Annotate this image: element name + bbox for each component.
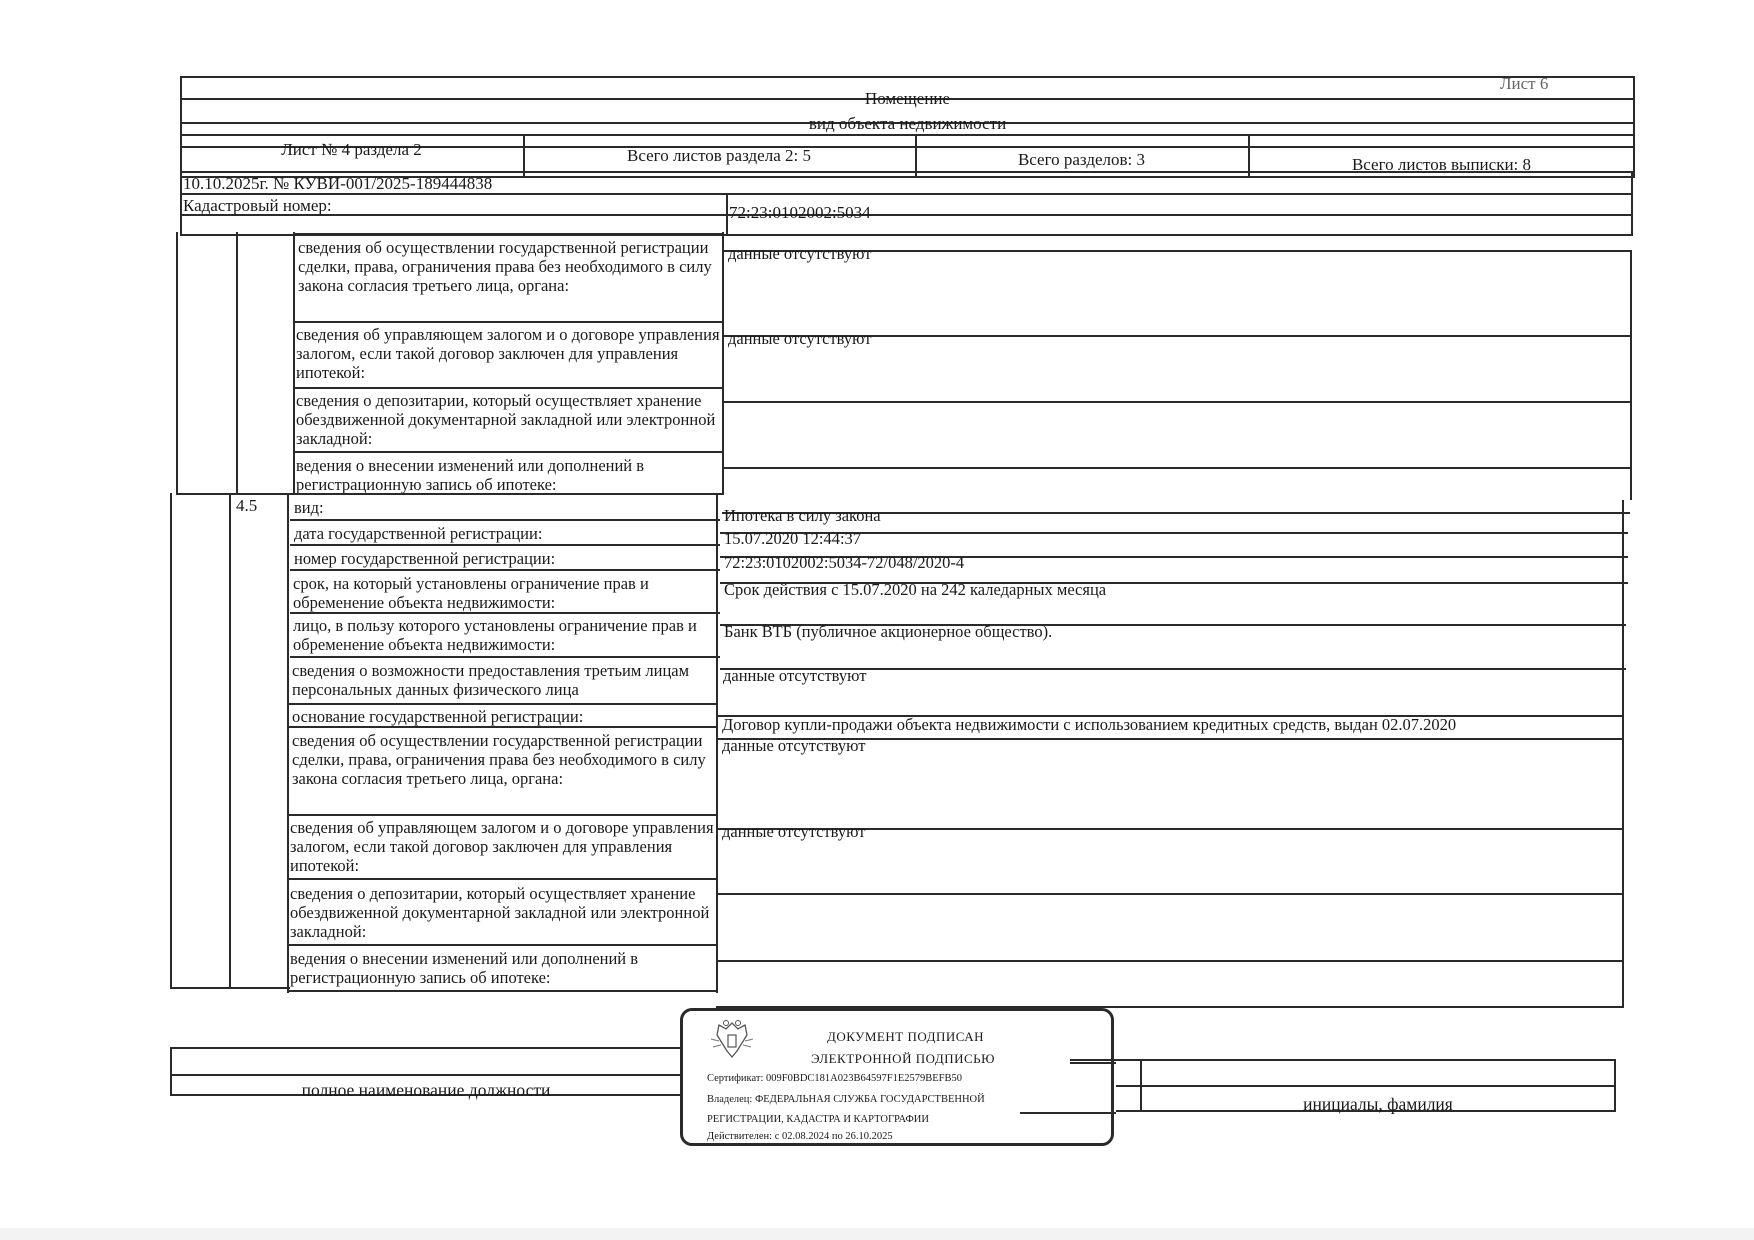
b45-row-4-label: срок, на который установлены ограничение прав и обременение объекта недвижимости: xyxy=(293,574,649,612)
total-extract-sheets: Всего листов выписки: 8 xyxy=(1351,155,1532,174)
block-number: 4.5 xyxy=(236,496,258,515)
stamp-owner-1: Владелец: ФЕДЕРАЛЬНАЯ СЛУЖБА ГОСУДАРСТВЕННОЙ xyxy=(707,1094,985,1105)
top-row-2-value: данные отсутствуют xyxy=(728,329,872,348)
total-section-sheets: Всего листов раздела 2: 5 xyxy=(627,146,811,165)
name-caption: инициалы, фамилия xyxy=(1303,1094,1453,1114)
b45-row-10-label: сведения о депозитарии, который осуществляет хранение обездвиженной документарной закладной или электронной закладной: xyxy=(290,884,710,941)
top-row-2-label: сведения об управляющем залогом и о договоре управления залогом, если такой договор заключен для управления ипотекой: xyxy=(296,325,720,382)
stamp-certificate: Сертификат: 009F0BDC181A023B64597F1E2579BEFB50 xyxy=(707,1073,963,1084)
object-type: Помещение xyxy=(864,89,951,108)
position-caption: полное наименование должности xyxy=(301,1080,551,1100)
b45-row-7-label: основание государственной регистрации: xyxy=(292,707,584,726)
stamp-title-2: ЭЛЕКТРОННОЙ ПОДПИСЬЮ xyxy=(811,1051,995,1066)
b45-row-3-label: номер государственной регистрации: xyxy=(294,549,556,568)
b45-row-9-label: сведения об управляющем залогом и о договоре управления залогом, если такой договор заключен для управления ипотекой: xyxy=(290,818,714,875)
scan-edge xyxy=(0,1228,1754,1240)
b45-row-6-value: данные отсутствуют xyxy=(723,666,867,685)
coat-of-arms-icon xyxy=(707,1017,757,1065)
b45-row-8-value: данные отсутствуют xyxy=(722,736,866,755)
sheet-in-section: Лист № 4 раздела 2 xyxy=(281,140,422,159)
top-row-1-value: данные отсутствуют xyxy=(728,244,872,263)
sheet-label: Лист 6 xyxy=(1500,74,1549,93)
b45-row-5-value: Банк ВТБ (публичное акционерное общество). xyxy=(724,622,1053,641)
cadastral-value: 72:23:0102002:5034 xyxy=(729,203,871,222)
b45-row-8-label: сведения об осуществлении государственной регистрации сделки, права, ограничения права без необходимого в силу закона согласия третьего лица, органа: xyxy=(292,731,706,788)
b45-row-7-value: Договор купли-продажи объекта недвижимости с использованием кредитных средств, выдан 02.07.2020 xyxy=(722,715,1457,734)
top-row-3-label: сведения о депозитарии, который осуществляет хранение обездвиженной документарной закладной или электронной закладной: xyxy=(296,391,716,448)
cadastral-label: Кадастровый номер: xyxy=(183,196,332,215)
stamp-owner-2: РЕГИСТРАЦИИ, КАДАСТРА И КАРТОГРАФИИ xyxy=(707,1114,929,1125)
total-sections: Всего разделов: 3 xyxy=(1017,150,1146,169)
b45-row-3-value: 72:23:0102002:5034-72/048/2020-4 xyxy=(724,553,965,572)
e-signature-stamp xyxy=(680,1008,1114,1146)
stamp-title-1: ДОКУМЕНТ ПОДПИСАН xyxy=(827,1029,985,1044)
b45-row-4-value: Срок действия с 15.07.2020 на 242 каледарных месяца xyxy=(724,580,1107,599)
stamp-validity: Действителен: с 02.08.2024 по 26.10.2025 xyxy=(707,1131,893,1142)
object-type-caption: вид объекта недвижимости xyxy=(808,114,1007,133)
b45-row-2-label: дата государственной регистрации: xyxy=(294,524,543,543)
top-row-1-label: сведения об осуществлении государственной регистрации сделки, права, ограничения права без необходимого в силу закона согласия третьего лица, органа: xyxy=(298,238,712,295)
top-row-4-label: ведения о внесении изменений или дополнений в регистрационную запись об ипотеке: xyxy=(296,456,645,494)
b45-row-2-value: 15.07.2020 12:44:37 xyxy=(724,529,862,548)
doc-ref: 10.10.2025г. № КУВИ-001/2025-189444838 xyxy=(183,174,493,193)
b45-row-1-value: Ипотека в силу закона xyxy=(724,506,881,525)
b45-row-9-value: данные отсутствуют xyxy=(722,822,866,841)
b45-row-6-label: сведения о возможности предоставления третьим лицам персональных данных физического лица xyxy=(292,661,690,699)
b45-row-1-label: вид: xyxy=(294,498,324,517)
b45-row-5-label: лицо, в пользу которого установлены ограничение прав и обременение объекта недвижимости: xyxy=(293,616,697,654)
b45-row-11-label: ведения о внесении изменений или дополнений в регистрационную запись об ипотеке: xyxy=(290,949,639,987)
